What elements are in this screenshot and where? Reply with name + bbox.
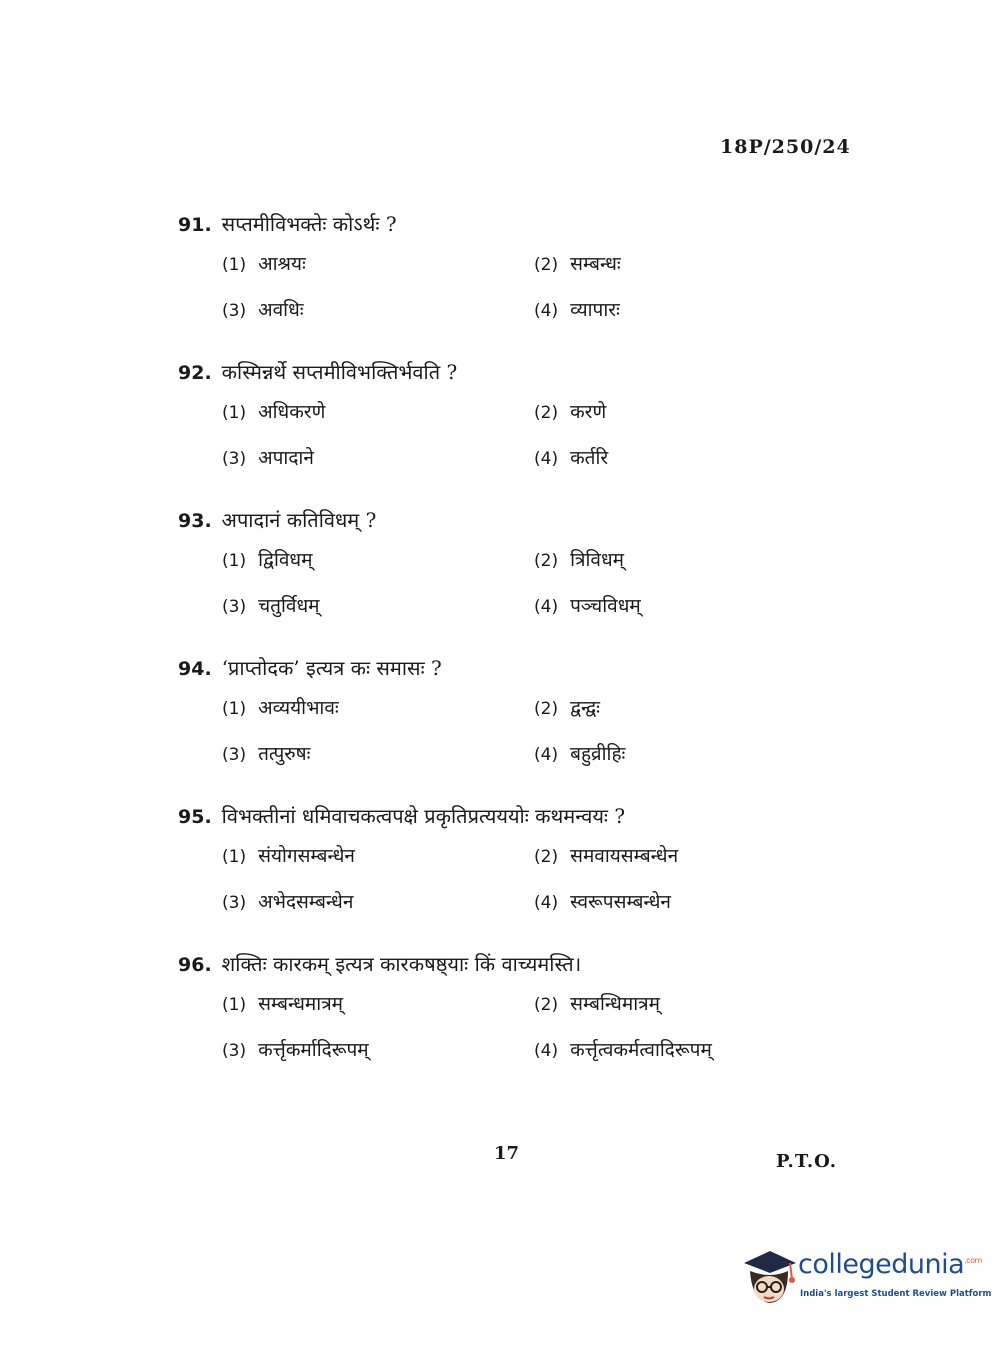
option-3[interactable] [222,444,314,470]
option-text: अवधिः [258,299,304,321]
option-number: (1) [222,699,247,719]
option-text: कर्तरि [570,447,609,469]
option-number: (2) [534,847,559,867]
option-number: (4) [534,745,559,765]
question-block [178,654,898,781]
option-2[interactable] [534,250,621,276]
option-text: कर्त्तृत्वकर्मत्वादिरूपम् [570,1039,712,1061]
option-number: (2) [534,551,559,571]
option-3[interactable] [222,740,310,766]
option-text: सम्बन्धः [570,253,621,275]
option-text: त्रिविधम् [570,549,625,571]
option-1[interactable] [222,546,312,572]
option-text: तत्पुरुषः [258,743,311,765]
options-grid [178,533,898,633]
option-2[interactable] [534,398,606,424]
option-number: (4) [534,449,559,469]
option-number: (3) [222,745,247,765]
question-number: 95. [178,806,212,828]
option-number: (4) [534,1041,559,1061]
options-grid [178,977,898,1077]
option-number: (3) [222,449,247,469]
question-text: शक्तिः कारकम् इत्यत्र कारकषष्ठ्याः किं वाच्यमस्ति। [221,952,582,976]
question-text: विभक्तीनां धमिवाचकत्वपक्षे प्रकृतिप्रत्यययोः कथमन्वयः ? [221,804,626,828]
paper-code: 18P/250/24 [720,136,851,158]
option-4[interactable] [534,296,620,322]
question-block [178,506,898,633]
question-number: 91. [178,214,212,236]
question-text: ‘प्राप्तोदक’ इत्यत्र कः समासः ? [221,656,442,680]
question-number: 94. [178,658,212,680]
option-number: (3) [222,1041,247,1061]
option-number: (3) [222,893,247,913]
option-text: द्विविधम् [258,549,313,571]
option-4[interactable] [534,1036,712,1062]
option-number: (2) [534,699,559,719]
question-line [178,802,898,829]
option-text: अभेदसम्बन्धेन [258,891,354,913]
question-number: 96. [178,954,212,976]
option-text: आश्रयः [258,253,306,275]
option-text: चतुर्विधम् [258,595,320,617]
option-text: अव्ययीभावः [258,697,339,719]
options-grid [178,237,898,337]
option-text: सम्बन्धिमात्रम् [570,993,660,1015]
option-number: (1) [222,551,247,571]
option-text: स्वरूपसम्बन्धेन [570,891,671,913]
option-number: (1) [222,847,247,867]
option-2[interactable] [534,546,624,572]
option-3[interactable] [222,1036,369,1062]
option-2[interactable] [534,842,678,868]
question-number: 93. [178,510,212,532]
option-text: अधिकरणे [258,401,326,423]
question-block [178,802,898,929]
question-line [178,654,898,681]
option-text: व्यापारः [570,299,620,321]
option-text: संयोगसम्बन्धेन [258,845,355,867]
option-1[interactable] [222,990,343,1016]
option-number: (3) [222,301,247,321]
option-2[interactable] [534,990,660,1016]
option-number: (1) [222,255,247,275]
option-3[interactable] [222,296,304,322]
option-number: (4) [534,893,559,913]
option-text: सम्बन्धमात्रम् [258,993,344,1015]
option-number: (4) [534,597,559,617]
question-line [178,950,898,977]
option-4[interactable] [534,888,671,914]
option-number: (2) [534,255,559,275]
option-2[interactable] [534,694,600,720]
option-number: (1) [222,403,247,423]
option-number: (3) [222,597,247,617]
question-text: सप्तमीविभक्तेः कोऽर्थः ? [221,212,397,236]
question-block [178,358,898,485]
option-1[interactable] [222,250,306,276]
option-text: करणे [570,401,607,423]
logo-suffix: .com [964,1256,982,1265]
option-number: (4) [534,301,559,321]
option-3[interactable] [222,888,353,914]
option-text: द्वन्द्वः [570,697,601,719]
option-number: (2) [534,995,559,1015]
option-text: कर्त्तृकर्मादिरूपम् [258,1039,369,1061]
option-number: (1) [222,995,247,1015]
question-line [178,210,898,237]
option-3[interactable] [222,592,320,618]
option-text: बहुव्रीहिः [570,743,626,765]
question-number: 92. [178,362,212,384]
question-line [178,358,898,385]
question-line [178,506,898,533]
option-1[interactable] [222,694,339,720]
option-text: पञ्चविधम् [570,595,641,617]
options-grid [178,681,898,781]
question-text: कस्मिन्नर्थे सप्तमीविभक्तिर्भवति ? [221,360,458,384]
option-1[interactable] [222,398,325,424]
options-grid [178,385,898,485]
question-block [178,950,898,1077]
logo-name: collegedunia$^{.com}$ [798,1249,982,1280]
page-number: 17 [494,1143,520,1164]
question-text: अपादानं कतिविधम् ? [221,508,377,532]
option-text: अपादाने [258,447,314,469]
option-4[interactable] [534,592,641,618]
graduate-mascot-icon [740,1245,798,1313]
option-text: समवायसम्बन्धेन [570,845,679,867]
options-grid [178,829,898,929]
option-4[interactable] [534,444,608,470]
option-4[interactable] [534,740,625,766]
option-1[interactable] [222,842,355,868]
option-number: (2) [534,403,559,423]
question-block [178,210,898,337]
collegedunia-logo[interactable] [740,1245,992,1315]
logo-tagline: India's largest Student Review Platform [800,1289,992,1299]
pto-label: P.T.O. [776,1151,838,1172]
